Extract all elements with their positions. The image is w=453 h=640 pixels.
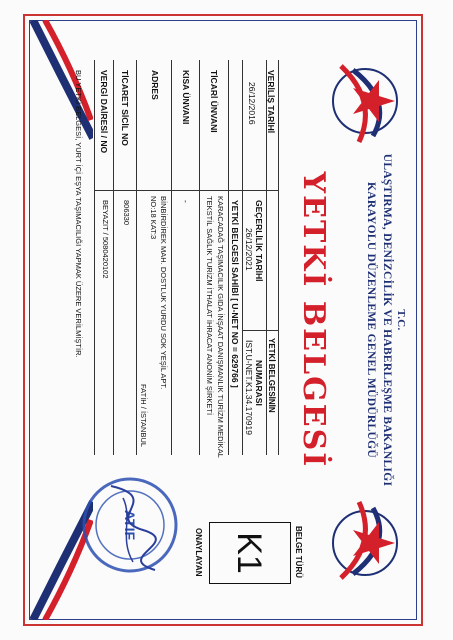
trade-name-label: TİCARİ ÜNVANI [209, 70, 219, 133]
address-city: FATİH / İSTANBUL [139, 384, 148, 448]
document-title: YETKİ BELGESİ [296, 171, 331, 469]
col-gecerlilik-header: GEÇERLİLİK TARİHİ [254, 200, 264, 282]
stamp-text: ATIF [122, 509, 138, 541]
table-col-rule [95, 190, 279, 191]
ministry-name: ULAŞTIRMA, DENİZCİLİK VE HABERLEŞME BAKANLIĞI [381, 153, 393, 487]
trade-registry-value: 806330 [122, 200, 131, 226]
trade-name-line2: TEKSTİL SAĞLIK TURİZM İTHALAT İHRACAT ANONİM ŞİRKETİ [205, 196, 214, 416]
table-rule [171, 60, 172, 455]
document-type-value: K1 [230, 532, 268, 574]
table-rule [199, 60, 200, 455]
address-line2: NO:18 KAT:3 [149, 196, 158, 240]
address-line1: BİNBİRDİREK MAH. DOSTLUK YURDU SOK YEŞİL APT. [159, 196, 168, 390]
tax-office-value: BEYAZIT / 5080420102 [101, 200, 110, 279]
col-verilis-header: VERİLİŞ TARİHİ [266, 70, 276, 134]
owner-header: YETKİ BELGESİ SAHİBİ [ U-NET NO = 629766 ] [230, 200, 240, 388]
table-top-rule [278, 60, 279, 455]
document-type-label: BELGE TÜRÜ [294, 526, 303, 578]
ministry-emblem-left [313, 56, 413, 146]
table-col-rule [243, 330, 279, 331]
trade-registry-label: TİCARET SİCİL NO [120, 70, 130, 146]
short-name-value: - [181, 200, 191, 203]
address-label: ADRES [150, 70, 160, 100]
directorate-name: KARAYOLU DÜZENLEME GENEL MÜDÜRLÜĞÜ [365, 182, 377, 458]
table-rule [136, 60, 137, 455]
decorative-swoosh-left [29, 20, 93, 140]
table-rule [242, 60, 243, 455]
section-header: YETKİ BELGESİNİN [267, 338, 276, 413]
table-rule [228, 60, 229, 455]
approver-label: ONAYLAYAN [194, 528, 203, 577]
gecerlilik-date: 26/12/2021 [244, 228, 254, 271]
certificate-number: İST.U-NET.K1.34.170919 [244, 340, 254, 435]
verilis-date: 26/12/2016 [247, 82, 257, 125]
col-numarasi-header: NUMARASI [254, 360, 264, 406]
table-rule [113, 60, 114, 455]
tax-office-label: VERGİ DAİRESİ / NO [99, 70, 109, 154]
document-type-box [209, 522, 291, 584]
signature [93, 478, 173, 578]
tc-label: T.C. [395, 309, 407, 331]
trade-name-line1: KARACADAĞ TAŞIMACILIK GIDA İNŞAAT DANIŞMANLIK TURİZM MEDİKAL [216, 196, 225, 458]
table-bottom-rule [94, 60, 95, 455]
ministry-emblem-right [313, 498, 413, 588]
footer-statement: BU YETKİ BELGESİ, YURT İÇİ EŞYA TAŞIMACILIĞI YAPMAK ÜZERE VERİLMİŞTİR. [74, 70, 83, 358]
short-name-label: KISA ÜNVANI [181, 70, 191, 125]
